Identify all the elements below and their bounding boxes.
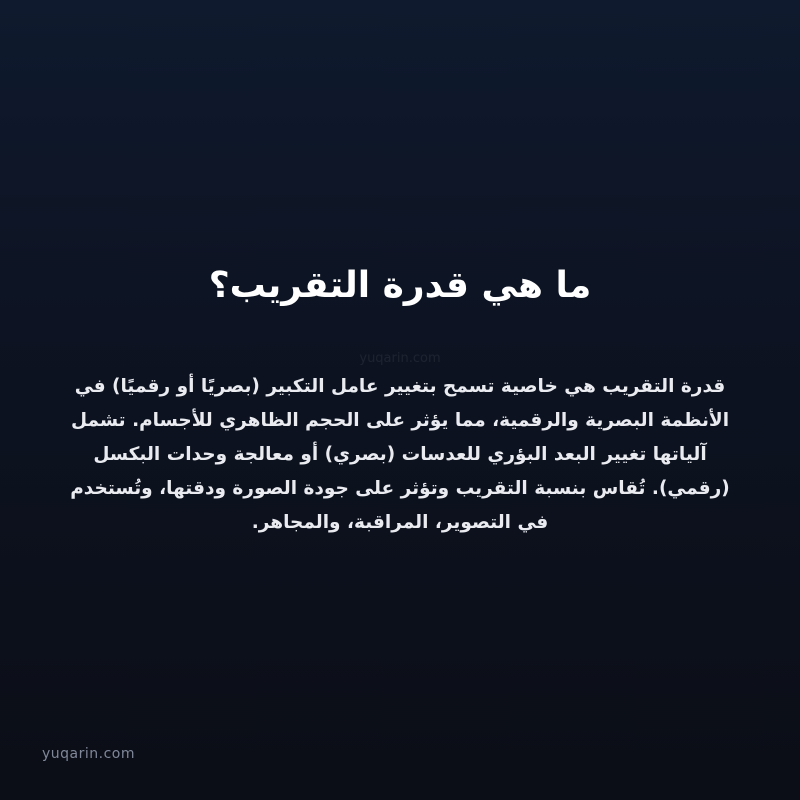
- post-title: ما هي قدرة التقريب؟: [208, 265, 592, 306]
- center-watermark: yuqarin.com: [359, 351, 441, 366]
- post-body: قدرة التقريب هي خاصية تسمح بتغيير عامل التكبير (بصريًا أو رقميًا) في الأنظمة البصرية والرقمية، مما يؤثر على الحجم الظاهري للأجسام. تشمل آلياتها تغيير البعد البؤري للعدسات (بصري) أو معالجة وحدات البكسل (رقمي). تُقاس بنسبة التقريب وتؤثر على جودة الصورة ودقتها، وتُستخدم في التصوير، المراقبة، والمجاهر.: [70, 376, 730, 533]
- brand-footer: yuqarin.com: [42, 746, 135, 762]
